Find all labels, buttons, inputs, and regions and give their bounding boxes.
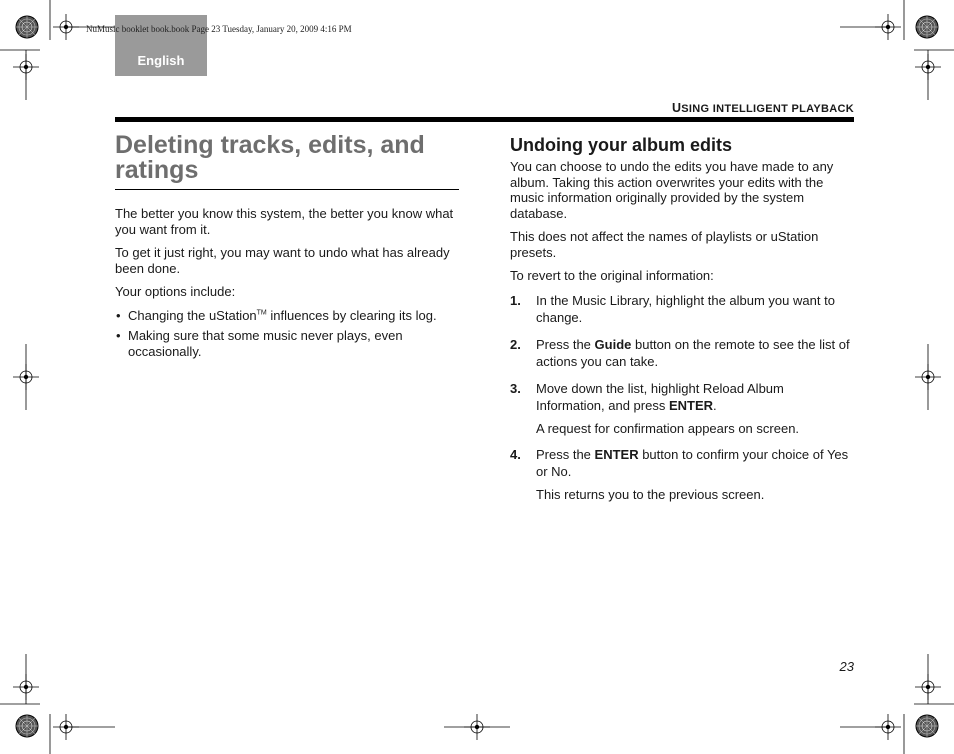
- running-header-text: SING INTELLIGENT PLAYBACK: [681, 103, 854, 115]
- step-text-end: button on the remote to see the list of actions you can take.: [536, 336, 850, 369]
- step-text: Press the: [536, 336, 595, 352]
- right-paragraph-1: You can choose to undo the edits you have made to any album. Taking this action overwrites your edits with the music information originally provided by the system database.: [510, 159, 834, 221]
- list-item: [115, 308, 459, 324]
- step-number: 1.: [510, 292, 521, 308]
- list-item: [115, 328, 459, 360]
- step-text-end: .: [713, 397, 717, 413]
- step-text-end: button to confirm your choice of Yes or No.: [536, 446, 849, 479]
- step-1: [510, 292, 855, 326]
- step-number: 3.: [510, 380, 521, 396]
- guide-button-label: Guide: [594, 336, 632, 352]
- left-column: [115, 133, 459, 364]
- page-number: 23: [839, 659, 854, 674]
- step-number: 4.: [510, 446, 521, 462]
- enter-button-label: ENTER: [594, 446, 639, 462]
- step-2: [510, 336, 855, 370]
- section-title: Deleting tracks, edits, and ratings: [115, 133, 459, 190]
- right-paragraph-3: To revert to the original information:: [510, 268, 714, 283]
- right-column: [510, 135, 855, 503]
- options-list: [115, 308, 459, 360]
- running-header: [672, 101, 854, 115]
- subsection-title: Undoing your album edits: [510, 135, 733, 155]
- print-header: NuMusic booklet book.book Page 23 Tuesday, January 20, 2009 4:16 PM: [86, 24, 352, 34]
- step-note: This returns you to the previous screen.: [536, 486, 765, 502]
- step-3: [510, 380, 855, 437]
- right-paragraph-2: This does not affect the names of playlists or uStation presets.: [510, 229, 819, 260]
- trademark-mark: TM: [256, 309, 267, 317]
- step-text: Move down the list, highlight Reload Album Information, and press: [536, 380, 784, 413]
- enter-button-label: ENTER: [668, 397, 714, 413]
- step-note: A request for confirmation appears on screen.: [536, 420, 800, 436]
- bullet-1-text: Changing the uStation: [128, 308, 257, 323]
- bullet-1-text-end: influences by clearing its log.: [266, 308, 437, 323]
- left-paragraph-2: To get it just right, you may want to undo what has already been done.: [115, 245, 450, 276]
- language-label: English: [137, 53, 185, 68]
- running-header-initial: U: [671, 101, 682, 115]
- step-number: 2.: [510, 336, 521, 352]
- left-paragraph-3: Your options include:: [115, 284, 236, 299]
- step-4: [510, 446, 855, 503]
- step-text: In the Music Library, highlight the album you want to change.: [536, 292, 835, 325]
- bullet-2-text: Making sure that some music never plays, even occasionally.: [128, 328, 403, 359]
- steps-list: [510, 292, 855, 503]
- header-rule: [115, 117, 854, 122]
- step-text: Press the: [536, 446, 595, 462]
- left-paragraph-1: The better you know this system, the better you know what you want from it.: [115, 206, 454, 237]
